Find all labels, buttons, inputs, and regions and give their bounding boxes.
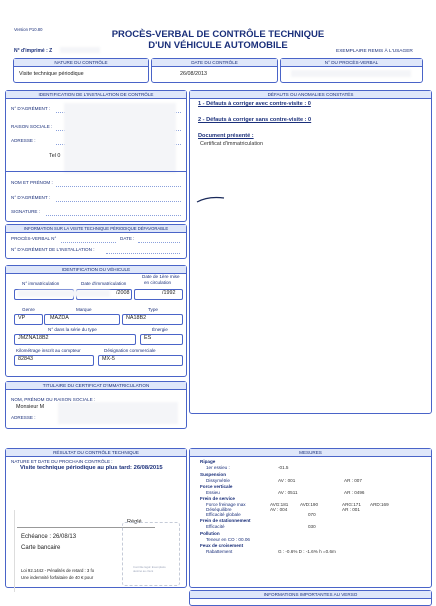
installation-tel: Tel 0 bbox=[49, 153, 61, 159]
m-eff-globale-value: 070 bbox=[308, 512, 316, 517]
date-first-label-1: Date de 1ère mise bbox=[142, 274, 180, 279]
defauts-header: DÉFAUTS OU ANOMALIES CONSTATÉS bbox=[190, 91, 431, 99]
copy-note: EXEMPLAIRE REMIS À L'USAGER bbox=[336, 49, 413, 54]
resultat-header: RÉSULTAT DU CONTRÔLE TECHNIQUE bbox=[6, 449, 186, 457]
m-ff-avg: AVG:181 bbox=[270, 502, 289, 507]
genre-label: Genre bbox=[22, 307, 35, 312]
pv-header: N° DU PROCÈS-VERBAL bbox=[281, 59, 422, 67]
m-ff-avd: AVD:190 bbox=[300, 502, 319, 507]
m-eff-globale: Efficacité globale bbox=[206, 512, 241, 517]
m-frein-service: Frein de service bbox=[200, 496, 235, 501]
section-date bbox=[151, 58, 278, 83]
receipt-echeance: Echéance : 26/08/13 bbox=[21, 534, 77, 540]
date-first-value: /1992 bbox=[162, 290, 176, 296]
m-co: Teneur en CO : 00.06 bbox=[206, 537, 250, 542]
mesures-header: MESURES bbox=[190, 449, 431, 457]
pen-stroke bbox=[196, 194, 226, 204]
redacted-installation bbox=[64, 103, 176, 173]
marque-value: MAZDA bbox=[50, 315, 69, 321]
installation-agrement-label: N° D'AGRÉMENT DE L'INSTALLATION : bbox=[11, 247, 95, 252]
m-ff-ard: ARD:169 bbox=[370, 502, 389, 507]
m-suspension: Suspension bbox=[200, 472, 227, 477]
resultat-nature-label: NATURE ET DATE DU PROCHAIN CONTRÔLE : bbox=[11, 459, 113, 464]
agrement-label: N° D'AGRÉMENT : bbox=[11, 106, 51, 111]
defauts-item1: 1 - Défauts à corriger avec contre-visite : 0 bbox=[198, 101, 311, 107]
m-efficacite: Efficacité bbox=[206, 524, 225, 529]
type-label: Type bbox=[148, 307, 158, 312]
titulaire-nom-value: Monsieur M bbox=[16, 404, 45, 410]
page-title-line1: PROCÈS-VERBAL DE CONTRÔLE TECHNIQUE bbox=[111, 29, 325, 40]
signature-label: SIGNATURE : bbox=[11, 209, 41, 214]
nom-prenom-label: NOM ET PRÉNOM : bbox=[11, 180, 53, 185]
receipt-regle: Réglé bbox=[127, 519, 142, 525]
section-visite-info bbox=[5, 224, 187, 259]
receipt-paiement: Carte bancaire bbox=[21, 545, 61, 551]
visite-date-label: DATE : bbox=[120, 236, 135, 241]
m-rab-values: G : -0.6% D : -1.6% h =0.6m bbox=[278, 549, 336, 554]
stamp-box bbox=[122, 522, 180, 586]
installation-header: IDENTIFICATION DE L'INSTALLATION DE CONTRÔLE bbox=[6, 91, 186, 99]
designation-label: Désignation commerciale bbox=[104, 348, 156, 353]
m-rabattement: Rabattement bbox=[206, 549, 233, 554]
m-fv-ar: AR : 0496 bbox=[344, 490, 365, 495]
resultat-nature-value: Visite technique périodique au plus tard: 26/08/2015 bbox=[20, 465, 163, 471]
page-title-line2: D'UN VÉHICULE AUTOMOBILE bbox=[148, 40, 288, 51]
m-efficacite-value: 030 bbox=[308, 524, 316, 529]
section-pv bbox=[280, 58, 423, 83]
energie-value: ES bbox=[144, 335, 152, 341]
m-desequilibre: Déséquilibre bbox=[206, 507, 232, 512]
m-force-verticale: Force verticale bbox=[200, 484, 233, 489]
agrement2-label: N° D'AGRÉMENT : bbox=[11, 195, 51, 200]
nature-value: Visite technique périodique bbox=[19, 71, 84, 77]
defauts-item2: 2 - Défauts à corriger sans contre-visite : 0 bbox=[198, 117, 312, 123]
date-first-box bbox=[134, 289, 183, 300]
section-vehicule bbox=[5, 265, 187, 377]
visite-info-header: INFORMATION SUR LA VISITE TECHNIQUE PÉRIODIQUE DÉFAVORABLE bbox=[6, 225, 186, 233]
m-fv-av: AV : 0511 bbox=[278, 490, 298, 495]
m-dissymetrie: Dissymétrie bbox=[206, 478, 230, 483]
m-ripage: Ripage bbox=[200, 459, 216, 464]
section-infos bbox=[189, 590, 432, 606]
date-header: DATE DU CONTRÔLE bbox=[152, 59, 277, 67]
km-label: Kilométrage inscrit au compteur bbox=[16, 348, 81, 353]
serie-value: JMZNA18B2 bbox=[18, 335, 49, 341]
infos-header: INFORMATIONS IMPORTANTES AU VERSO bbox=[190, 591, 431, 599]
serie-label: N° dans la série du type bbox=[48, 327, 97, 332]
doc-title: Document présenté : bbox=[198, 133, 254, 139]
m-susp-ar: AR : 007 bbox=[344, 478, 362, 483]
titulaire-nom-label: NOM, PRÉNOM OU RAISON SOCIALE : bbox=[11, 397, 96, 402]
raison-label: RAISON SOCIALE : bbox=[11, 124, 53, 129]
m-susp-av: AV : 001 bbox=[278, 478, 296, 483]
date-immat-label: Date d'immatriculation bbox=[81, 281, 127, 286]
section-titulaire bbox=[5, 381, 187, 429]
energie-label: Énergie bbox=[152, 327, 168, 332]
redacted-titulaire bbox=[58, 402, 178, 424]
km-value: 82843 bbox=[18, 356, 33, 362]
redacted-pv bbox=[291, 70, 411, 77]
receipt-legal1: Loi 92.1442 - Pénalités de retard : 3 fo bbox=[21, 568, 95, 573]
genre-value: VP bbox=[18, 315, 26, 321]
vehicule-header: IDENTIFICATION DU VÉHICULE bbox=[6, 266, 186, 274]
receipt-legal2: Une indemnité forfaitaire de 40 € pour bbox=[21, 575, 94, 580]
m-force-freinage: Force freinage max bbox=[206, 502, 246, 507]
marque-label: Marque bbox=[76, 307, 92, 312]
m-deseq-ar: AR : 001 bbox=[342, 507, 360, 512]
redacted-immat bbox=[18, 290, 110, 297]
titulaire-adresse-label: ADRESSE : bbox=[11, 415, 36, 420]
m-essieu1-value: -01.5 bbox=[278, 465, 289, 470]
designation-value: MX-5 bbox=[102, 356, 115, 362]
section-mesures bbox=[189, 448, 432, 588]
pv-num-label: PROCÈS-VERBAL N° bbox=[11, 236, 57, 241]
immat-label: N° immatriculation bbox=[22, 281, 60, 286]
titulaire-header: TITULAIRE DU CERTIFICAT D'IMMATRICULATION bbox=[6, 382, 186, 390]
date-first-label-2: en circulation bbox=[144, 280, 172, 285]
m-essieu: Essieu bbox=[206, 490, 220, 495]
m-deseq-av: AV : 004 bbox=[270, 507, 288, 512]
m-feux: Feux de croisement bbox=[200, 543, 244, 548]
redacted-print-number bbox=[60, 47, 100, 53]
section-nature bbox=[13, 58, 149, 83]
type-value: NA18B2 bbox=[126, 315, 147, 321]
date-immat-value: /2008 bbox=[116, 290, 130, 296]
stamp-text: Contrôle légal: Exemplaire destiné au client bbox=[133, 565, 166, 573]
adresse-label: ADRESSE : bbox=[11, 138, 36, 143]
m-frein-stationnement: Frein de stationnement bbox=[200, 518, 251, 523]
m-essieu1-label: 1er essieu : bbox=[206, 465, 230, 470]
doc-value: Certificat d'immatriculation bbox=[200, 141, 264, 147]
date-value: 26/08/2013 bbox=[180, 71, 207, 77]
nature-header: NATURE DU CONTRÔLE bbox=[14, 59, 148, 67]
section-installation bbox=[5, 90, 187, 222]
version-label: Version P10.80 bbox=[14, 27, 43, 32]
section-defauts bbox=[189, 90, 432, 414]
m-pollution: Pollution bbox=[200, 531, 220, 536]
print-number-label: N° d'imprimé : Z bbox=[14, 48, 53, 54]
m-ff-arg: ARG:171 bbox=[342, 502, 361, 507]
